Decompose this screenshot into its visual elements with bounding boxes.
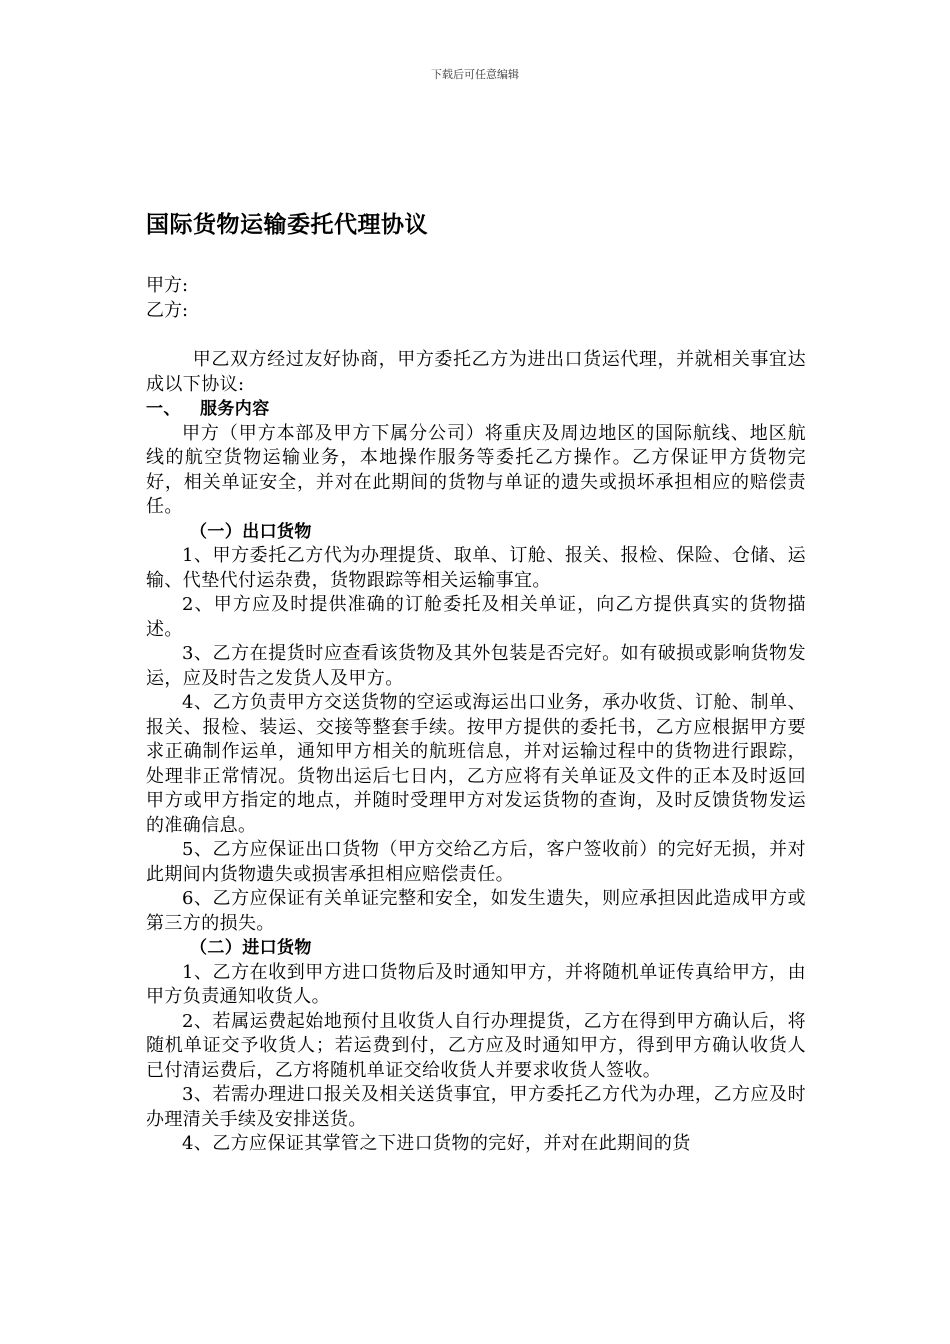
section-number: 一、	[146, 399, 181, 419]
clause-item: 3、乙方在提货时应查看该货物及其外包装是否完好。如有破损或影响货物发运，应及时告之发货人及甲方。	[146, 643, 806, 689]
header-note: 下载后可任意编辑	[431, 68, 519, 81]
subsection-heading-export: （一）出口货物	[190, 521, 312, 542]
clause-item: 5、乙方应保证出口货物（甲方交给乙方后，客户签收前）的完好无损，并对此期间内货物遗失或损害承担相应赔偿责任。	[146, 839, 806, 885]
document-body	[146, 348, 806, 1157]
document-title: 国际货物运输委托代理协议	[146, 212, 428, 238]
party-a-label: 甲方:	[146, 275, 189, 296]
section-title: 服务内容	[200, 399, 270, 419]
clause-item: 4、乙方应保证其掌管之下进口货物的完好，并对在此期间的货	[182, 1133, 691, 1154]
section-heading	[146, 397, 806, 422]
section-paragraph: 甲方（甲方本部及甲方下属分公司）将重庆及周边地区的国际航线、地区航线的航空货物运输业务，本地操作服务等委托乙方操作。乙方保证甲方货物完好，相关单证安全，并对在此期间的货物与单证的遗失或损坏承担相应的赔偿责任。	[146, 422, 806, 517]
clause-item: 1、甲方委托乙方代为办理提货、取单、订舱、报关、报检、保险、仓储、运输、代垫代付运杂费，货物跟踪等相关运输事宜。	[146, 545, 806, 591]
subsection-heading-import: （二）进口货物	[190, 938, 312, 958]
clause-item: 4、乙方负责甲方交送货物的空运或海运出口业务，承办收货、订舱、制单、报关、报检、装运、交接等整套手续。按甲方提供的委托书，乙方应根据甲方要求正确制作运单，通知甲方相关的航班信息，并对运输过程中的货物进行跟踪，处理非正常情况。货物出运后七日内，乙方应将有关单证及文件的正本及时返回甲方或甲方指定的地点，并随时受理甲方对发运货物的查询，及时反馈货物发运的准确信息。	[146, 692, 806, 836]
clause-item: 6、乙方应保证有关单证完整和安全，如发生遗失，则应承担因此造成甲方或第三方的损失。	[146, 888, 806, 934]
clause-item: 3、若需办理进口报关及相关送货事宜，甲方委托乙方代为办理，乙方应及时办理清关手续及安排送货。	[146, 1084, 806, 1130]
clause-item: 1、乙方在收到甲方进口货物后及时通知甲方，并将随机单证传真给甲方，由甲方负责通知收货人。	[146, 961, 806, 1007]
intro-paragraph: 甲乙双方经过友好协商，甲方委托乙方为进出口货运代理，并就相关事宜达成以下协议:	[146, 349, 806, 395]
clause-item: 2、若属运费起始地预付且收货人自行办理提货，乙方在得到甲方确认后，将随机单证交予收货人；若运费到付，乙方应及时通知甲方，得到甲方确认收货人已付清运费后，乙方将随机单证交给收货人并要求收货人签收。	[146, 1010, 806, 1081]
clause-item: 2、甲方应及时提供准确的订舱委托及相关单证，向乙方提供真实的货物描述。	[146, 594, 806, 640]
party-b-label: 乙方:	[146, 300, 189, 321]
